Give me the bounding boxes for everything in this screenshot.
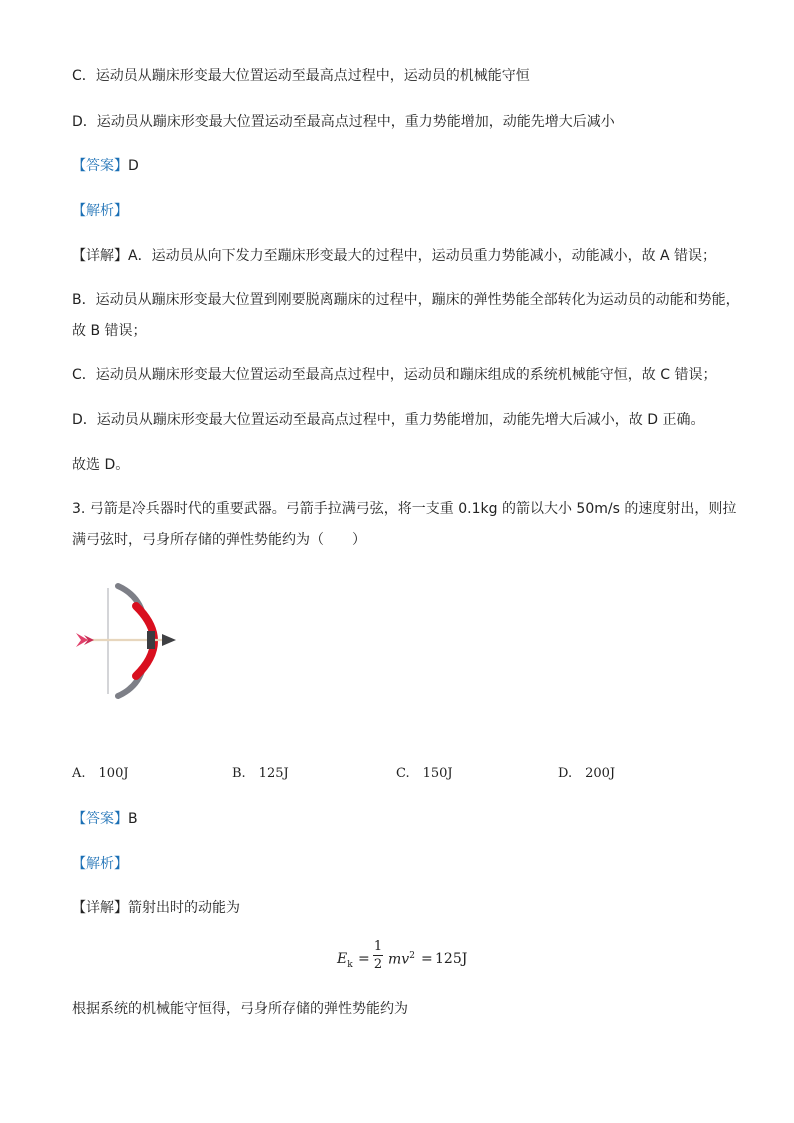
formula-equals: = xyxy=(421,951,433,967)
answer-value: D xyxy=(128,158,139,174)
analysis-tag-1: 【解析】 xyxy=(72,203,128,219)
final-line: 根据系统的机械能守恒得，弓身所存储的弹性势能约为 xyxy=(72,1001,408,1017)
answer-tag: 【答案】 xyxy=(72,811,128,827)
answer-line-2 xyxy=(72,809,138,829)
detail-tag: 【详解】 xyxy=(72,248,128,264)
detail-b-line-2: 故 B 错误； xyxy=(72,323,147,339)
answer-tag: 【答案】 xyxy=(72,158,128,174)
arrow-fletching xyxy=(76,633,88,647)
detail2-text: 箭射出时的动能为 xyxy=(128,900,240,916)
formula-fraction: 1 2 xyxy=(373,939,383,972)
answer-value: B xyxy=(128,811,138,827)
option-a: A. 100J xyxy=(72,766,129,781)
detail-a-text: A．运动员从向下发力至蹦床形变最大的过程中，运动员重力势能减小，动能减小，故 A 错误； xyxy=(128,248,717,264)
detail-c-line: C．运动员从蹦床形变最大位置运动至最高点过程中，运动员和蹦床组成的系统机械能守恒，故 C 错误； xyxy=(72,367,717,383)
detail-tag: 【详解】 xyxy=(72,900,128,916)
detail2-line xyxy=(72,898,240,918)
detail-b-line-1: B．运动员从蹦床形变最大位置到刚要脱离蹦床的过程中，蹦床的弹性势能全部转化为运动员的动能和势能， xyxy=(72,292,740,308)
question-3-line-1: 3. 弓箭是冷兵器时代的重要武器。弓箭手拉满弓弦，将一支重 0.1kg 的箭以大小 50m/s 的速度射出，则拉 xyxy=(72,501,737,517)
c-option-line: C．运动员从蹦床形变最大位置运动至最高点过程中，运动员的机械能守恒 xyxy=(72,68,530,84)
analysis-tag-2: 【解析】 xyxy=(72,856,128,872)
d-option-line: D．运动员从蹦床形变最大位置运动至最高点过程中，重力势能增加，动能先增大后减小 xyxy=(72,114,615,130)
bow-and-arrow-icon xyxy=(72,578,182,708)
answer-line-1 xyxy=(72,156,139,176)
detail-a-line xyxy=(72,246,716,266)
formula-lhs: $E_k$ xyxy=(337,951,353,970)
question-3-line-2: 满弓弦时，弓身所存储的弹性势能约为（ ） xyxy=(72,532,366,548)
bow-grip-wrap xyxy=(147,631,155,649)
formula-result: 125J xyxy=(435,951,468,967)
conclusion-line: 故选 D。 xyxy=(72,457,130,473)
detail-d-line: D．运动员从蹦床形变最大位置运动至最高点过程中，重力势能增加，动能先增大后减小，故 D 正确。 xyxy=(72,412,705,428)
option-d: D. 200J xyxy=(558,766,616,781)
option-c: C. 150J xyxy=(396,766,453,781)
arrow-head xyxy=(162,634,176,646)
option-b: B. 125J xyxy=(232,766,289,781)
formula-mv-squared: $mv^2$ xyxy=(388,951,415,968)
formula-equals: = xyxy=(358,951,370,967)
